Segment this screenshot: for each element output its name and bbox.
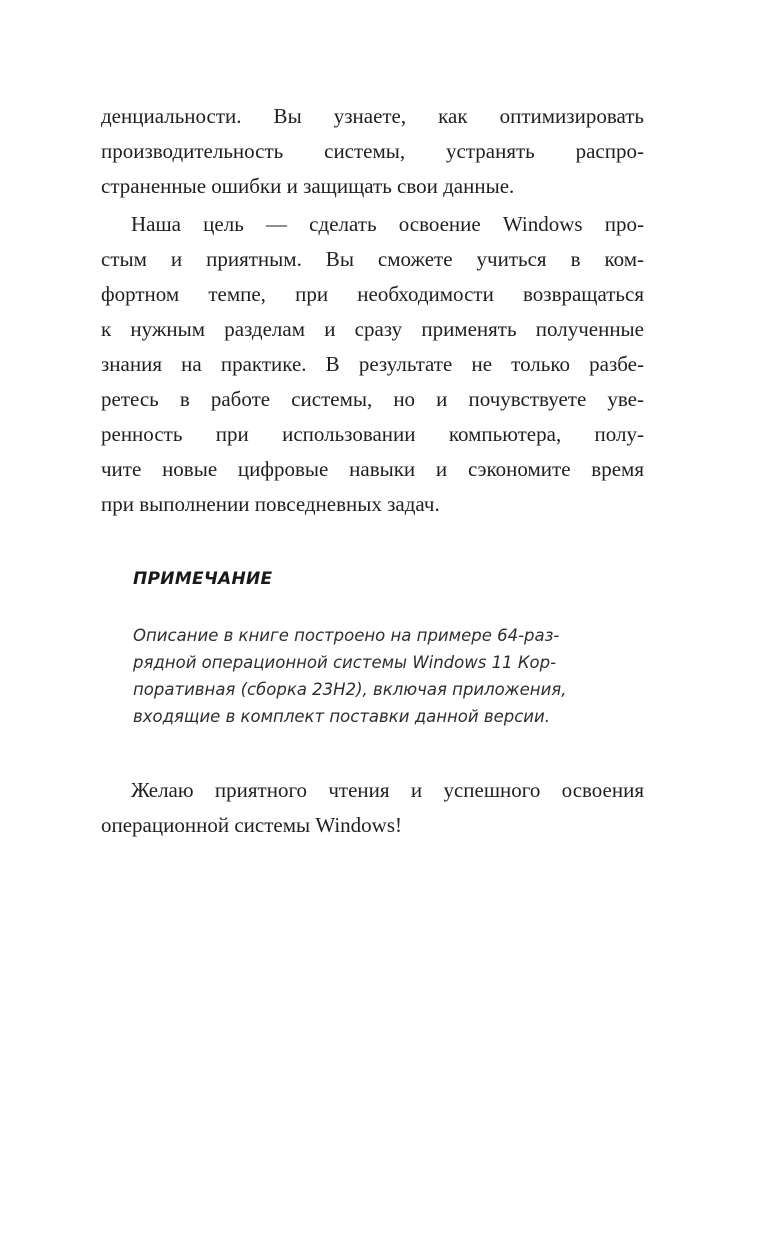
text-line: операционной системы Windows! [101, 813, 402, 837]
text-line: Желаю приятного чтения и успешного освоения [131, 778, 644, 802]
text-line: производительность системы, устранять распро- [101, 139, 644, 163]
text-line: знания на практике. В результате не только разбе- [101, 352, 644, 376]
note-title: ПРИМЕЧАНИЕ [133, 569, 273, 589]
paragraph-privacy [101, 99, 644, 204]
text-line: при выполнении повседневных задач. [101, 492, 440, 516]
text-line: ретесь в работе системы, но и почувствуете уве- [101, 387, 644, 411]
note-line: рядной операционной системы Windows 11 Кор- [133, 653, 557, 672]
text-line: Наша цель — сделать освоение Windows про- [131, 212, 644, 236]
note-line: Описание в книге построено на примере 64-раз- [133, 626, 560, 645]
text-line: стым и приятным. Вы сможете учиться в ком- [101, 247, 644, 271]
paragraph-closing [101, 773, 644, 843]
text-line: чите новые цифровые навыки и сэкономите время [101, 457, 644, 481]
text-line: фортном темпе, при необходимости возвращаться [101, 282, 644, 306]
note-line: поративная (сборка 23H2), включая приложения, [133, 680, 567, 699]
text-line: денциальности. Вы узнаете, как оптимизировать [101, 104, 644, 128]
paragraph-goal [101, 207, 644, 522]
note-body [133, 622, 613, 730]
text-line: страненные ошибки и защищать свои данные. [101, 174, 515, 198]
text-line: к нужным разделам и сразу применять полученные [101, 317, 644, 341]
text-line: ренность при использовании компьютера, полу- [101, 422, 644, 446]
note-block [133, 566, 613, 726]
note-line: входящие в комплект поставки данной версии. [133, 707, 550, 726]
